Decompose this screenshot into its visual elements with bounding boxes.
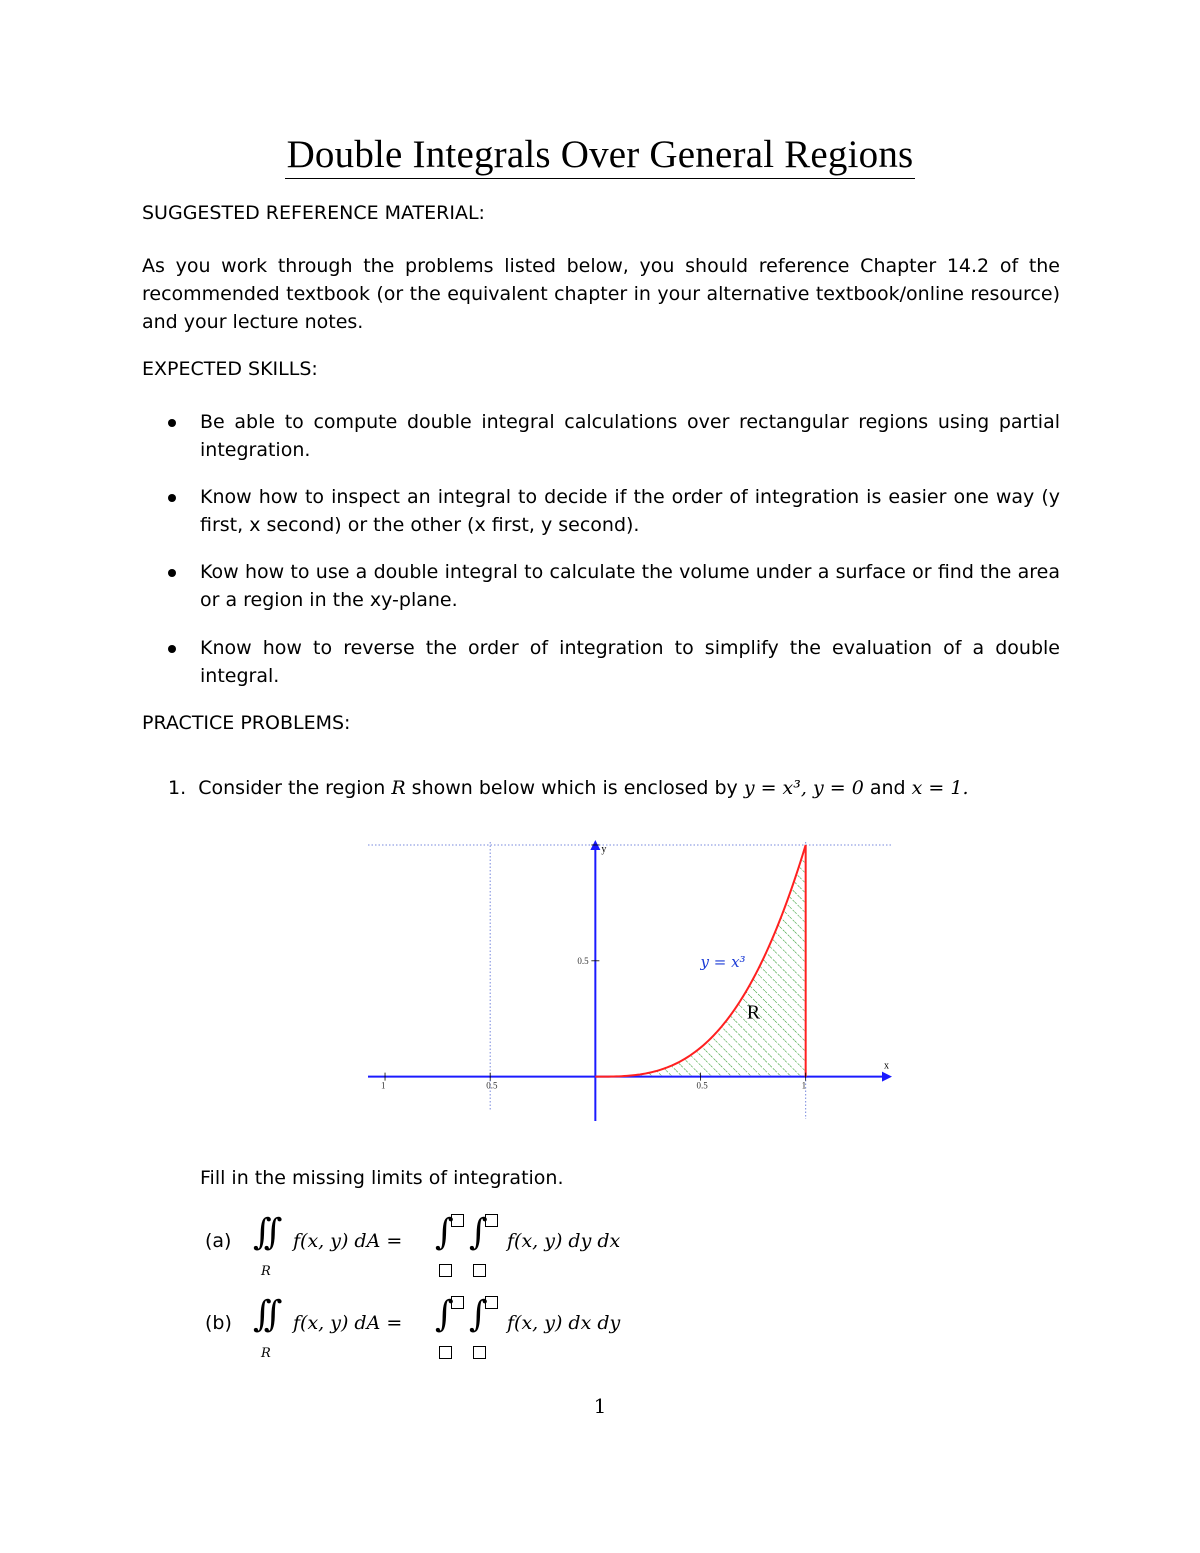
rhs-expression: f(x, y) dx dy [507,1312,621,1334]
page-title [0,132,1200,177]
problem-number: 1. [168,777,187,799]
problem-1-statement [168,774,1068,802]
skill-item [168,558,1060,614]
lhs-expression: f(x, y) dA = [293,1230,403,1252]
region-label: R [746,1001,761,1024]
bullet-icon [168,645,176,653]
condition-curve: y = x³, [743,777,807,799]
skill-item [168,483,1060,539]
x-axis-label: x [884,1060,889,1072]
x-tick-label: 1 [801,1080,807,1091]
outer-integral-sign: ∫ [435,1212,454,1253]
conjunction: and [869,777,906,799]
outer-lower-limit-box[interactable] [439,1264,452,1277]
region-subscript: R [261,1264,271,1279]
condition-line: x = 1. [911,777,969,799]
region-graph [364,838,894,1123]
skill-text: Kow how to use a double integral to calculate the volume under a surface or find the area or a region in the xy-plane. [200,561,1060,611]
part-a-label: (a) [205,1230,232,1252]
page-title-text: Double Integrals Over General Regions [285,133,916,179]
bullet-icon [168,419,176,427]
skill-text: Know how to inspect an integral to decide if the order of integration is easier one way (y first, x second) or the other (x first, y second). [200,486,1060,536]
x-tick-label: 1 [381,1080,386,1091]
bullet-icon [168,494,176,502]
y-tick-label: 0.5 [577,955,589,966]
reference-paragraph: As you work through the problems listed below, you should reference Chapter 14.2 of the recommended textbook (or the equivalent chapter in your alternative textbook/online resource) and your lecture notes. [142,255,1060,333]
skills-heading: EXPECTED SKILLS: [142,358,318,380]
x-tick-label: 0.5 [486,1080,498,1091]
rhs-expression: f(x, y) dy dx [507,1230,621,1252]
skill-item [168,408,1060,464]
outer-integral-sign: ∫ [435,1294,454,1335]
inner-lower-limit-box[interactable] [473,1264,486,1277]
fill-in-prompt: Fill in the missing limits of integration. [200,1167,564,1189]
problem-text-before: Consider the region [198,777,386,799]
skill-item [168,634,1060,690]
practice-heading: PRACTICE PROBLEMS: [142,712,351,734]
inner-upper-limit-box[interactable] [485,1214,498,1227]
inner-upper-limit-box[interactable] [485,1296,498,1309]
inner-lower-limit-box[interactable] [473,1346,486,1359]
x-axis-arrow-icon [882,1072,892,1082]
double-integral-sign: ∫∫ [253,1212,275,1253]
y-axis-label: y [601,844,607,855]
lhs-expression: f(x, y) dA = [293,1312,403,1334]
skill-text: Know how to reverse the order of integration to simplify the evaluation of a double integral. [200,637,1060,687]
region-subscript: R [261,1346,271,1361]
outer-upper-limit-box[interactable] [451,1296,464,1309]
x-tick-label: 0.5 [696,1080,708,1091]
bullet-icon [168,569,176,577]
condition-x-axis: y = 0 [812,777,864,799]
part-b-label: (b) [205,1312,232,1334]
curve-label: y = x³ [700,952,746,971]
page-number: 1 [593,1394,607,1418]
outer-lower-limit-box[interactable] [439,1346,452,1359]
double-integral-sign: ∫∫ [253,1294,275,1335]
skill-text: Be able to compute double integral calculations over rectangular regions using partial integration. [200,411,1060,461]
problem-text-middle: shown below which is enclosed by [411,777,738,799]
reference-heading: SUGGESTED REFERENCE MATERIAL: [142,202,485,224]
outer-upper-limit-box[interactable] [451,1214,464,1227]
inner-integral-sign: ∫ [469,1212,488,1253]
region-symbol: R [391,777,406,799]
inner-integral-sign: ∫ [469,1294,488,1335]
